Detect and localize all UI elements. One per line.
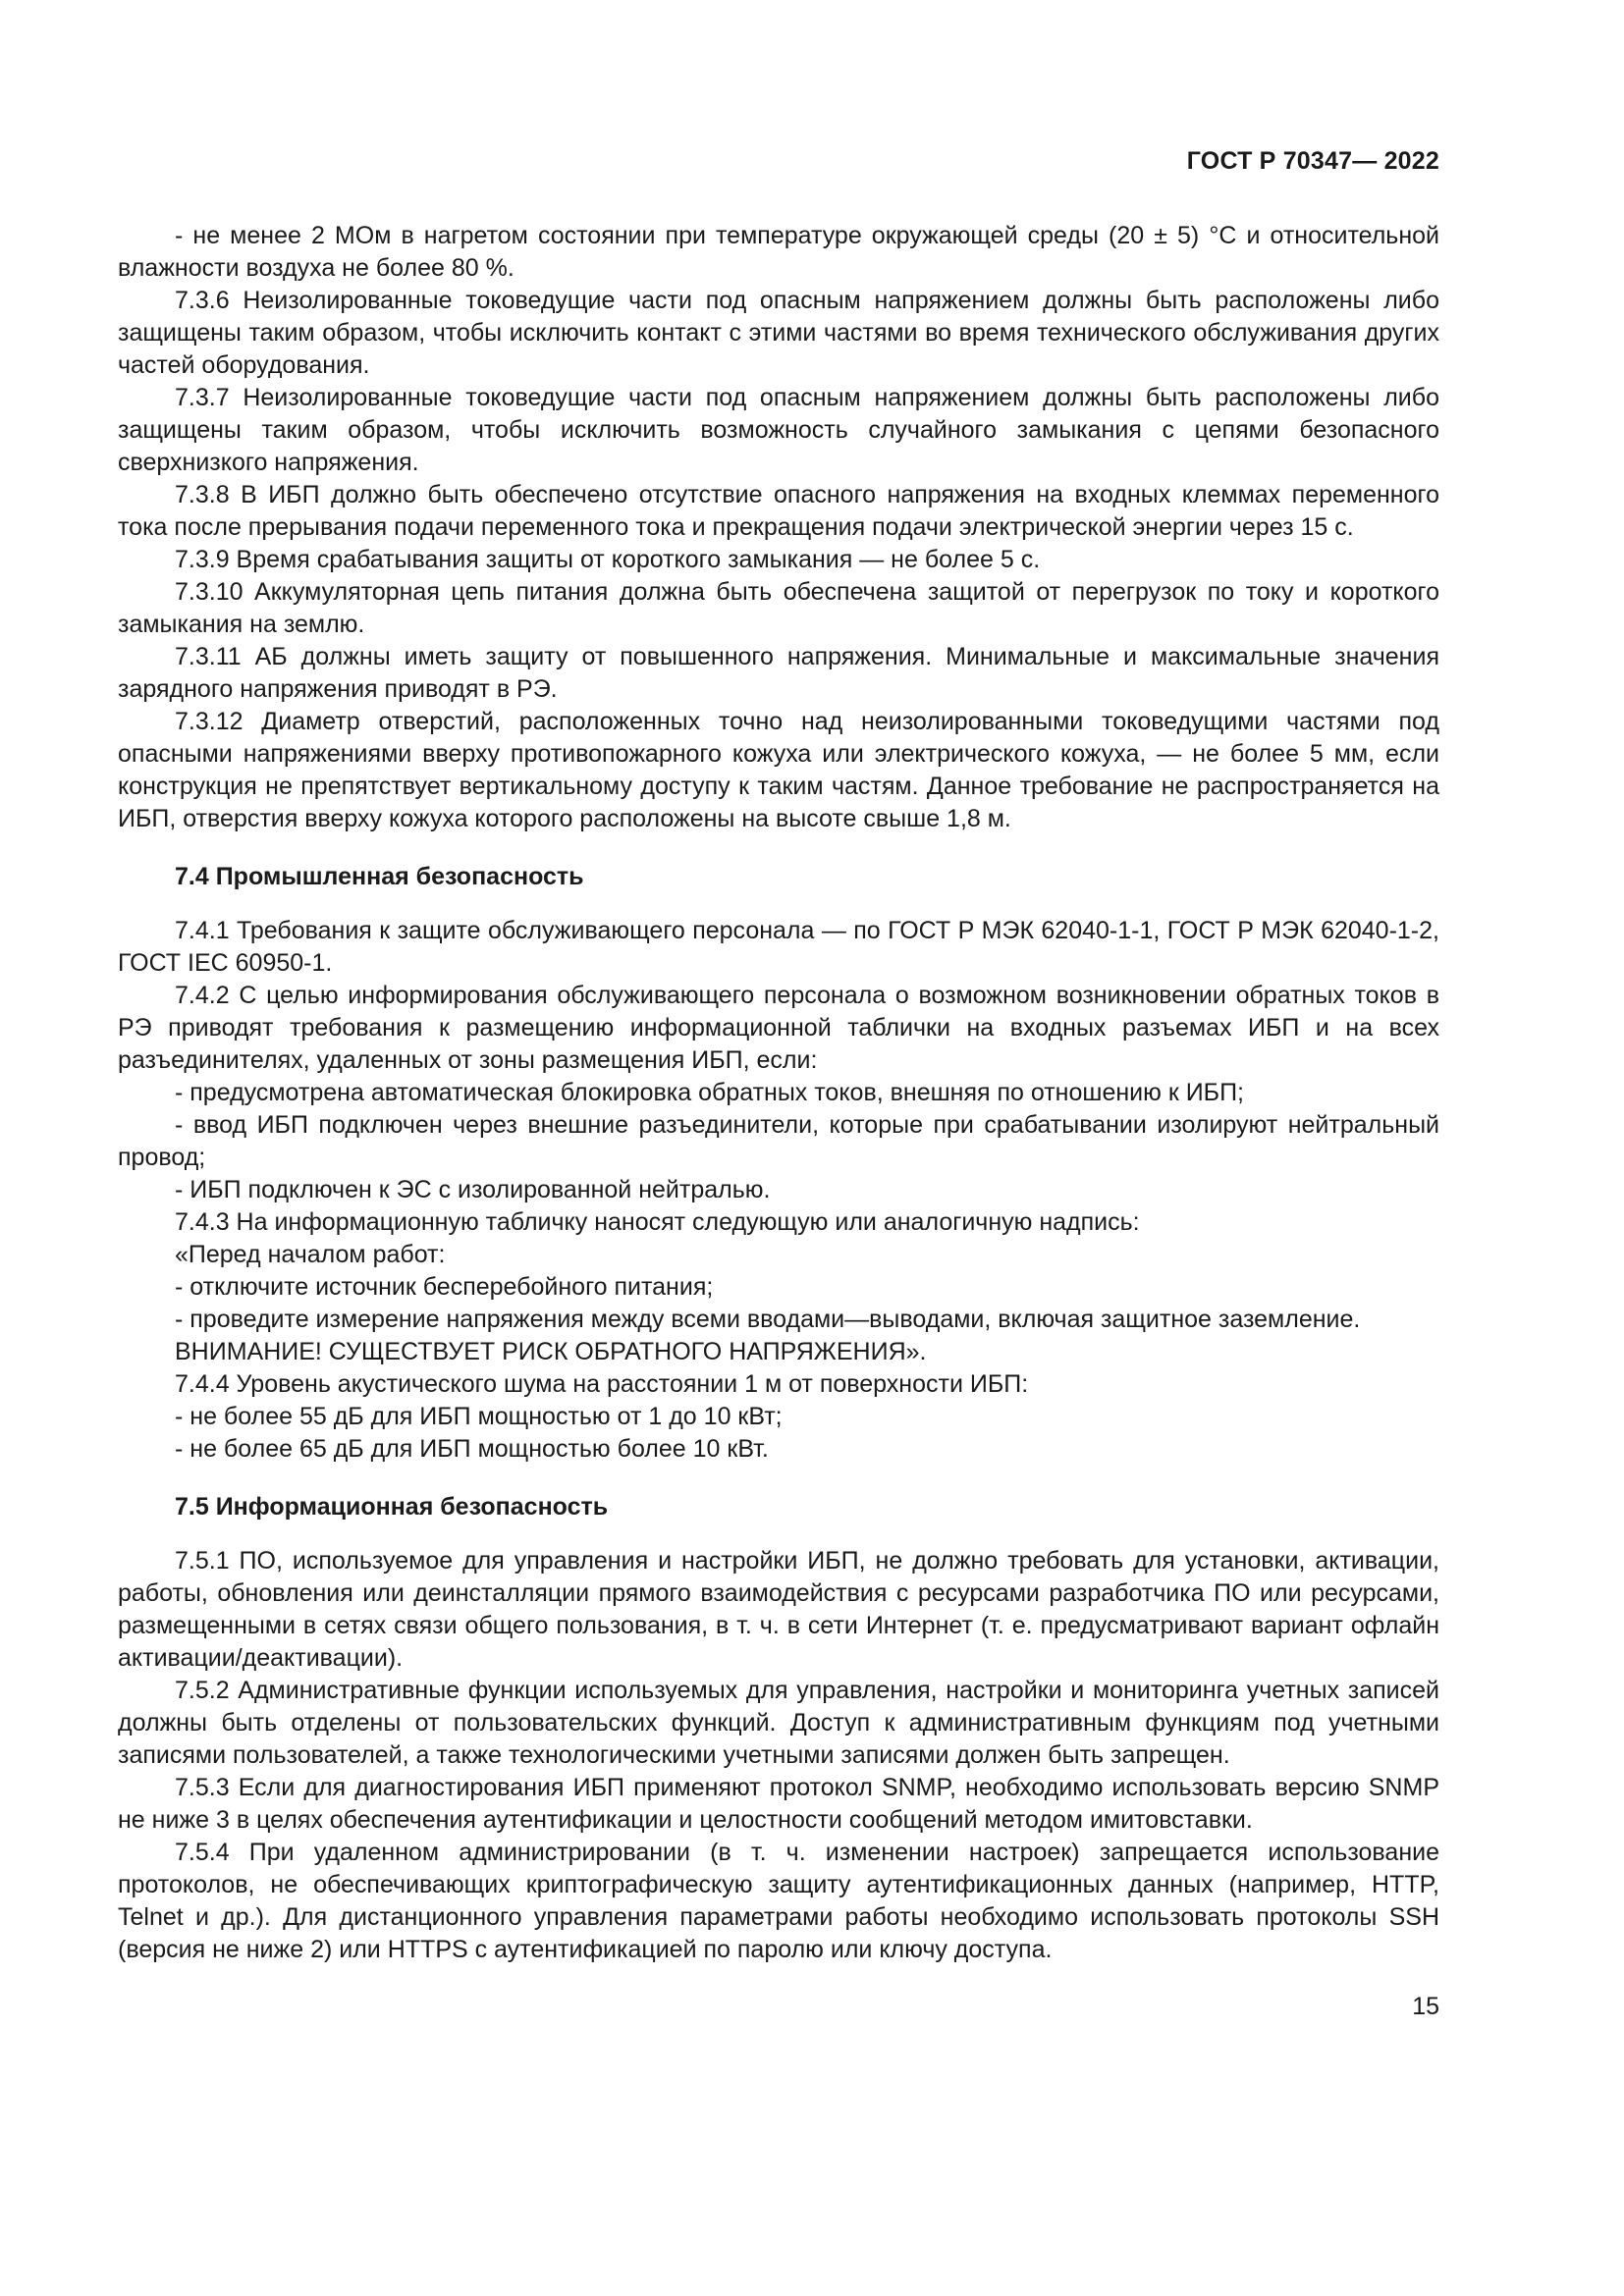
- paragraph-insulation-resistance: - не менее 2 МОм в нагретом состоянии при температуре окружающей среды (20 ± 5) °С и относительной влажности воздуха не более 80 %.: [118, 222, 1439, 282]
- paragraph-7-3-7: 7.3.7 Неизолированные токоведущие части под опасным напряжением должны быть расположены либо защищены таким образом, чтобы исключить возможность случайного замыкания с цепями безопасного сверхнизкого напряжения.: [118, 384, 1439, 476]
- list-item-auto-blocking: - предусмотрена автоматическая блокировка обратных токов, внешняя по отношению к ИБП;: [175, 1079, 1244, 1106]
- paragraph-7-3-9: 7.3.9 Время срабатывания защиты от короткого замыкания — не более 5 с.: [175, 546, 1041, 573]
- paragraph-7-4-2: 7.4.2 С целью информирования обслуживающего персонала о возможном возникновении обратных токов в РЭ приводят требования к размещению информационной таблички на входных разъемах ИБП и на всех разъединителях, удаленных от зоны размещения ИБП, если:: [118, 982, 1439, 1074]
- sign-text-disconnect: - отключите источник бесперебойного питания;: [175, 1273, 714, 1301]
- paragraph-7-4-1: 7.4.1 Требования к защите обслуживающего персонала — по ГОСТ Р МЭК 62040-1-1, ГОСТ Р МЭК 62040-1-2, ГОСТ IEC 60950-1.: [118, 917, 1439, 977]
- paragraph-7-5-3: 7.5.3 Если для диагностирования ИБП применяют протокол SNMP, необходимо использовать версию SNMP не ниже 3 в целях обеспечения аутентификации и целостности сообщений методом имитовставки.: [118, 1774, 1439, 1834]
- sign-text-intro: «Перед началом работ:: [175, 1241, 446, 1268]
- paragraph-7-4-3: 7.4.3 На информационную табличку наносят следующую или аналогичную надпись:: [175, 1208, 1140, 1236]
- paragraph-7-3-8: 7.3.8 В ИБП должно быть обеспечено отсутствие опасного напряжения на входных клеммах переменного тока после прерывания подачи переменного тока и прекращения подачи электрической энергии через 15 с.: [118, 481, 1439, 541]
- paragraph-7-3-10: 7.3.10 Аккумуляторная цепь питания должна быть обеспечена защитой от перегрузок по току и короткого замыкания на землю.: [118, 578, 1439, 638]
- section-heading-7-5: 7.5 Информационная безопасность: [175, 1493, 609, 1521]
- paragraph-7-5-1: 7.5.1 ПО, используемое для управления и настройки ИБП, не должно требовать для установки, активации, работы, обновления или деинсталляции прямого взаимодействия с ресурсами разработчика ПО или ресурсами, размещенными в сетях связи общего пользования, в т. ч. в сети Интернет (т. е. предусматривают вариант офлайн активации/деактивации).: [118, 1547, 1439, 1672]
- paragraph-7-3-11: 7.3.11 АБ должны иметь защиту от повышенного напряжения. Минимальные и максимальные значения зарядного напряжения приводят в РЭ.: [118, 643, 1439, 703]
- document-body: [118, 220, 1439, 1966]
- list-item-noise-55db: - не более 55 дБ для ИБП мощностью от 1 до 10 кВт;: [175, 1403, 783, 1430]
- paragraph-7-5-4: 7.5.4 При удаленном администрировании (в т. ч. изменении настроек) запрещается использование протоколов, не обеспечивающих криптографическую защиту аутентификационных данных (например, HTTP, Telnet и др.). Для дистанционного управления параметрами работы необходимо использовать протоколы SSH (версия не ниже 2) или HTTPS с аутентификацией по паролю или ключу доступа.: [118, 1839, 1439, 1963]
- document-code-header: ГОСТ Р 70347— 2022: [1186, 147, 1439, 175]
- sign-text-warning: ВНИМАНИЕ! СУЩЕСТВУЕТ РИСК ОБРАТНОГО НАПРЯЖЕНИЯ».: [175, 1338, 927, 1365]
- list-item-noise-65db: - не более 65 дБ для ИБП мощностью более 10 кВт.: [175, 1435, 769, 1463]
- paragraph-7-3-6: 7.3.6 Неизолированные токоведущие части под опасным напряжением должны быть расположены либо защищены таким образом, чтобы исключить контакт с этими частями во время технического обслуживания других частей оборудования.: [118, 287, 1439, 379]
- sign-text-measure: - проведите измерение напряжения между всеми вводами—выводами, включая защитное заземление.: [175, 1306, 1361, 1333]
- page-number: 15: [1412, 1993, 1439, 2020]
- paragraph-7-5-2: 7.5.2 Административные функции используемых для управления, настройки и мониторинга учетных записей должны быть отделены от пользовательских функций. Доступ к административным функциям под учетными записями пользователей, а также технологическими учетными записями должен быть запрещен.: [118, 1677, 1439, 1769]
- section-heading-7-4: 7.4 Промышленная безопасность: [175, 863, 584, 890]
- paragraph-7-4-4: 7.4.4 Уровень акустического шума на расстоянии 1 м от поверхности ИБП:: [175, 1370, 1029, 1398]
- list-item-external-disconnectors: - ввод ИБП подключен через внешние разъединители, которые при срабатывании изолируют нейтральный провод;: [118, 1111, 1439, 1171]
- paragraph-7-3-12: 7.3.12 Диаметр отверстий, расположенных точно над неизолированными токоведущими частями под опасными напряжениями вверху противопожарного кожуха или электрического кожуха, — не более 5 мм, если конструкция не препятствует вертикальному доступу к таким частям. Данное требование не распространяется на ИБП, отверстия вверху кожуха которого расположены на высоте свыше 1,8 м.: [118, 708, 1439, 832]
- list-item-isolated-neutral: - ИБП подключен к ЭС с изолированной нейтралью.: [175, 1176, 771, 1203]
